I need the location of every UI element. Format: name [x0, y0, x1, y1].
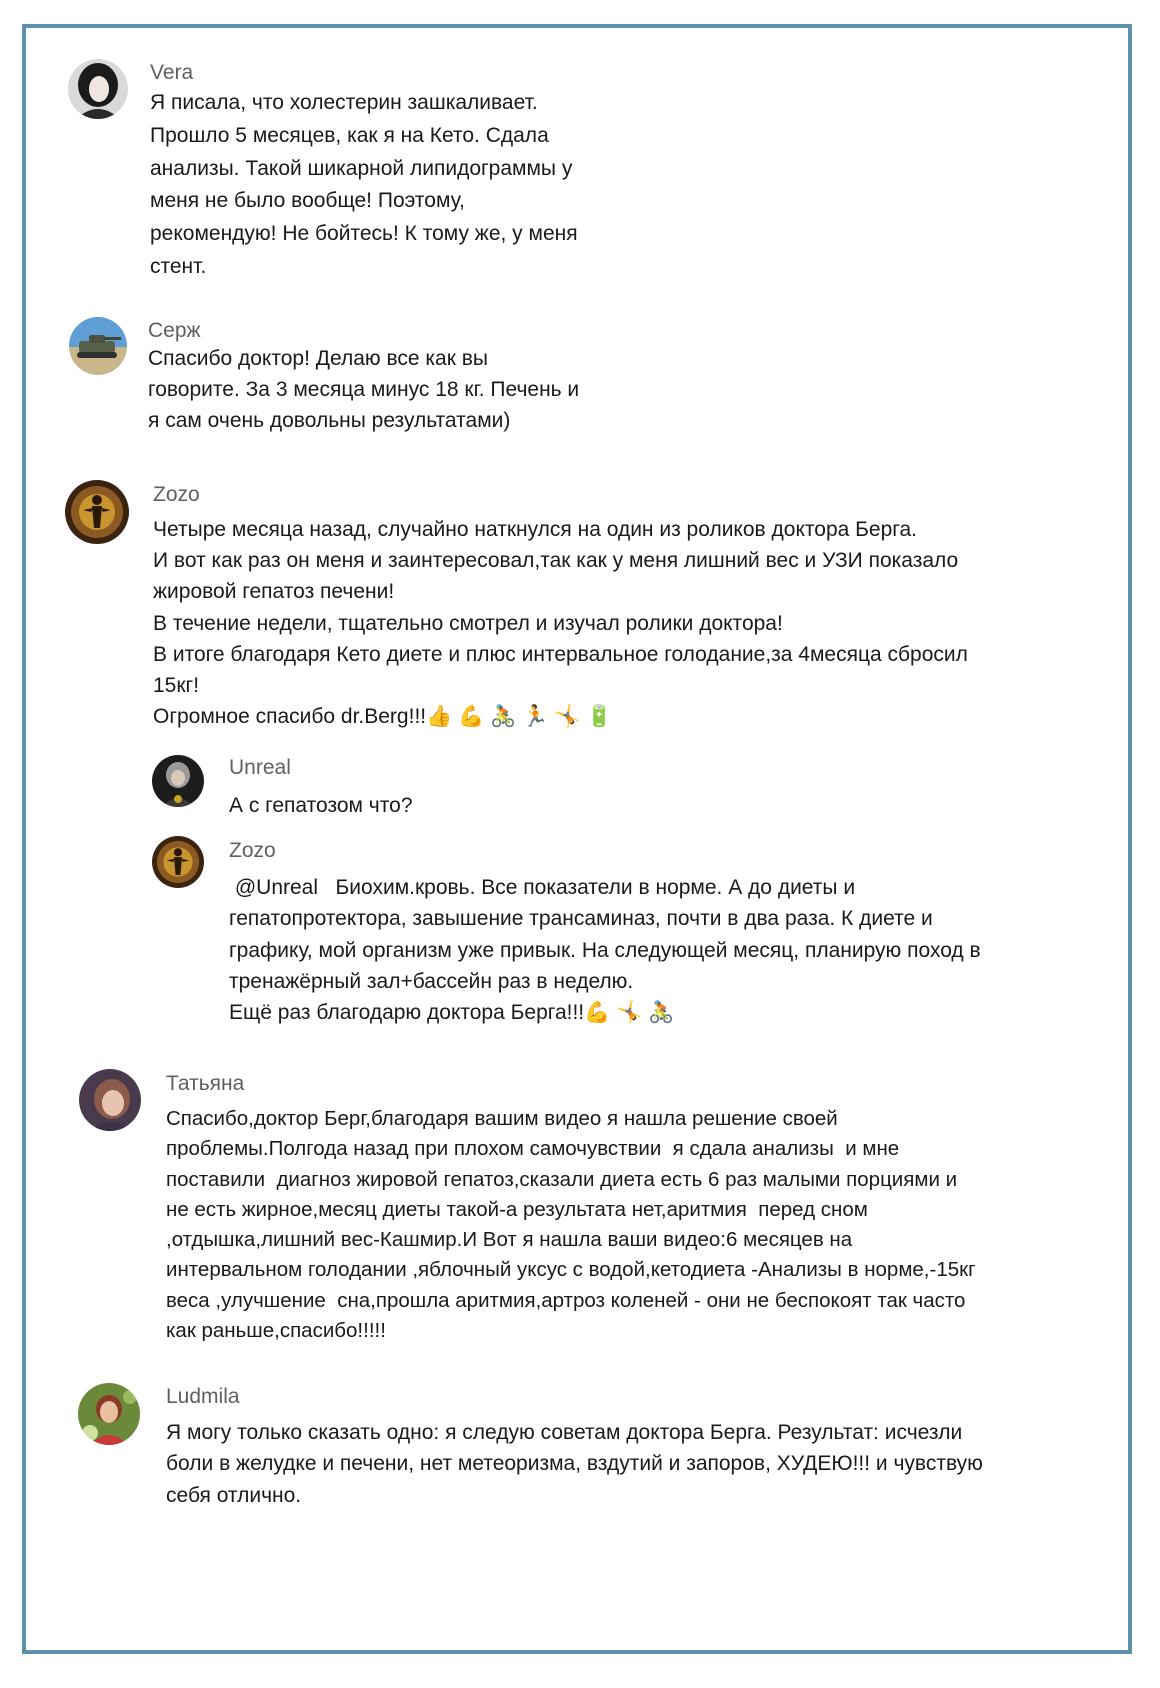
comment-author[interactable]: Vera — [150, 61, 194, 84]
comment-author[interactable]: Unreal — [229, 756, 291, 779]
comment-text: Четыре месяца назад, случайно наткнулся на один из роликов доктора Берга. И вот как раз он меня и заинтересовал,так как у меня лишний вес и УЗИ показало жировой гепатоз печени! В течение недели, тщательно смотрел и изучал ролики доктора! В итоге благодаря Кето диете и плюс интервальное голодание,за 4месяца сбросил 15кг! Огромное спасибо dr.Berg!!!👍 💪 🚴 🏃 🤸 🔋 — [153, 518, 968, 729]
comment-text: Я могу только сказать одно: я следую советам доктора Берга. Результат: исчезли боли в желудке и печени, нет метеоризма, вздутий и запоров, ХУДЕЮ!!! и чувствую себя отлично. — [166, 1421, 983, 1507]
comment-author[interactable]: Zozo — [153, 483, 200, 506]
avatar-serzh[interactable] — [69, 317, 127, 375]
comment-text: Спасибо,доктор Берг,благодаря вашим видео я нашла решение своей проблемы.Полгода назад при плохом самочувствии я сдала анализы и мне поставили диагноз жировой гепатоз,сказали диета есть 6 раз малыми порциями и не есть жирное,месяц диеты такой-а результата нет,аритмия перед сном ,отдышка,лишний вес-Кашмир.И Вот я нашла ваши видео:6 месяцев на интервальном голодании ,яблочный уксус с водой,кетодиета -Анализы в норме,-15кг веса ,улучшение сна,прошла аритмия,артроз коленей - они не беспокоят так часто как раньше,спасибо!!!!! — [166, 1107, 976, 1343]
user-photo-icon — [69, 317, 127, 375]
comment-text: @Unreal Биохим.кровь. Все показатели в норме. А до диеты и гепатопротектора, завышение трансаминаз, почти в два раза. К диете и графику, мой организм уже привык. На следующей месяц, планирую поход в тренажёрный зал+бассейн раз в неделю. Ещё раз благодарю доктора Берга!!!💪 🤸 🚴 — [229, 876, 981, 1025]
user-photo-icon — [68, 59, 128, 119]
comment-author[interactable]: Серж — [148, 319, 201, 342]
comment-text: Я писала, что холестерин зашкаливает. Прошло 5 месяцев, как я на Кето. Сдала анализы. Такой шикарной липидограммы у меня не было вообще! Поэтому, рекомендую! Не бойтесь! К тому же, у меня стент. — [150, 91, 578, 278]
avatar-tatiana[interactable] — [79, 1069, 141, 1131]
avatar-zozo-reply[interactable] — [152, 836, 204, 888]
user-photo-icon — [152, 836, 204, 888]
avatar-unreal[interactable] — [152, 755, 204, 807]
user-photo-icon — [79, 1069, 141, 1131]
avatar-zozo[interactable] — [65, 480, 129, 544]
comment-author[interactable]: Zozo — [229, 839, 276, 862]
user-photo-icon — [152, 755, 204, 807]
avatar-vera[interactable] — [68, 59, 128, 119]
comment-author[interactable]: Татьяна — [166, 1072, 245, 1095]
user-photo-icon — [65, 480, 129, 544]
comment-text: Спасибо доктор! Делаю все как вы говорите. За 3 месяца минус 18 кг. Печень и я сам очень довольны результатами) — [148, 347, 580, 432]
comment-text: А с гепатозом что? — [229, 794, 413, 817]
comment-author[interactable]: Ludmila — [166, 1385, 240, 1408]
user-photo-icon — [78, 1383, 140, 1445]
avatar-ludmila[interactable] — [78, 1383, 140, 1445]
